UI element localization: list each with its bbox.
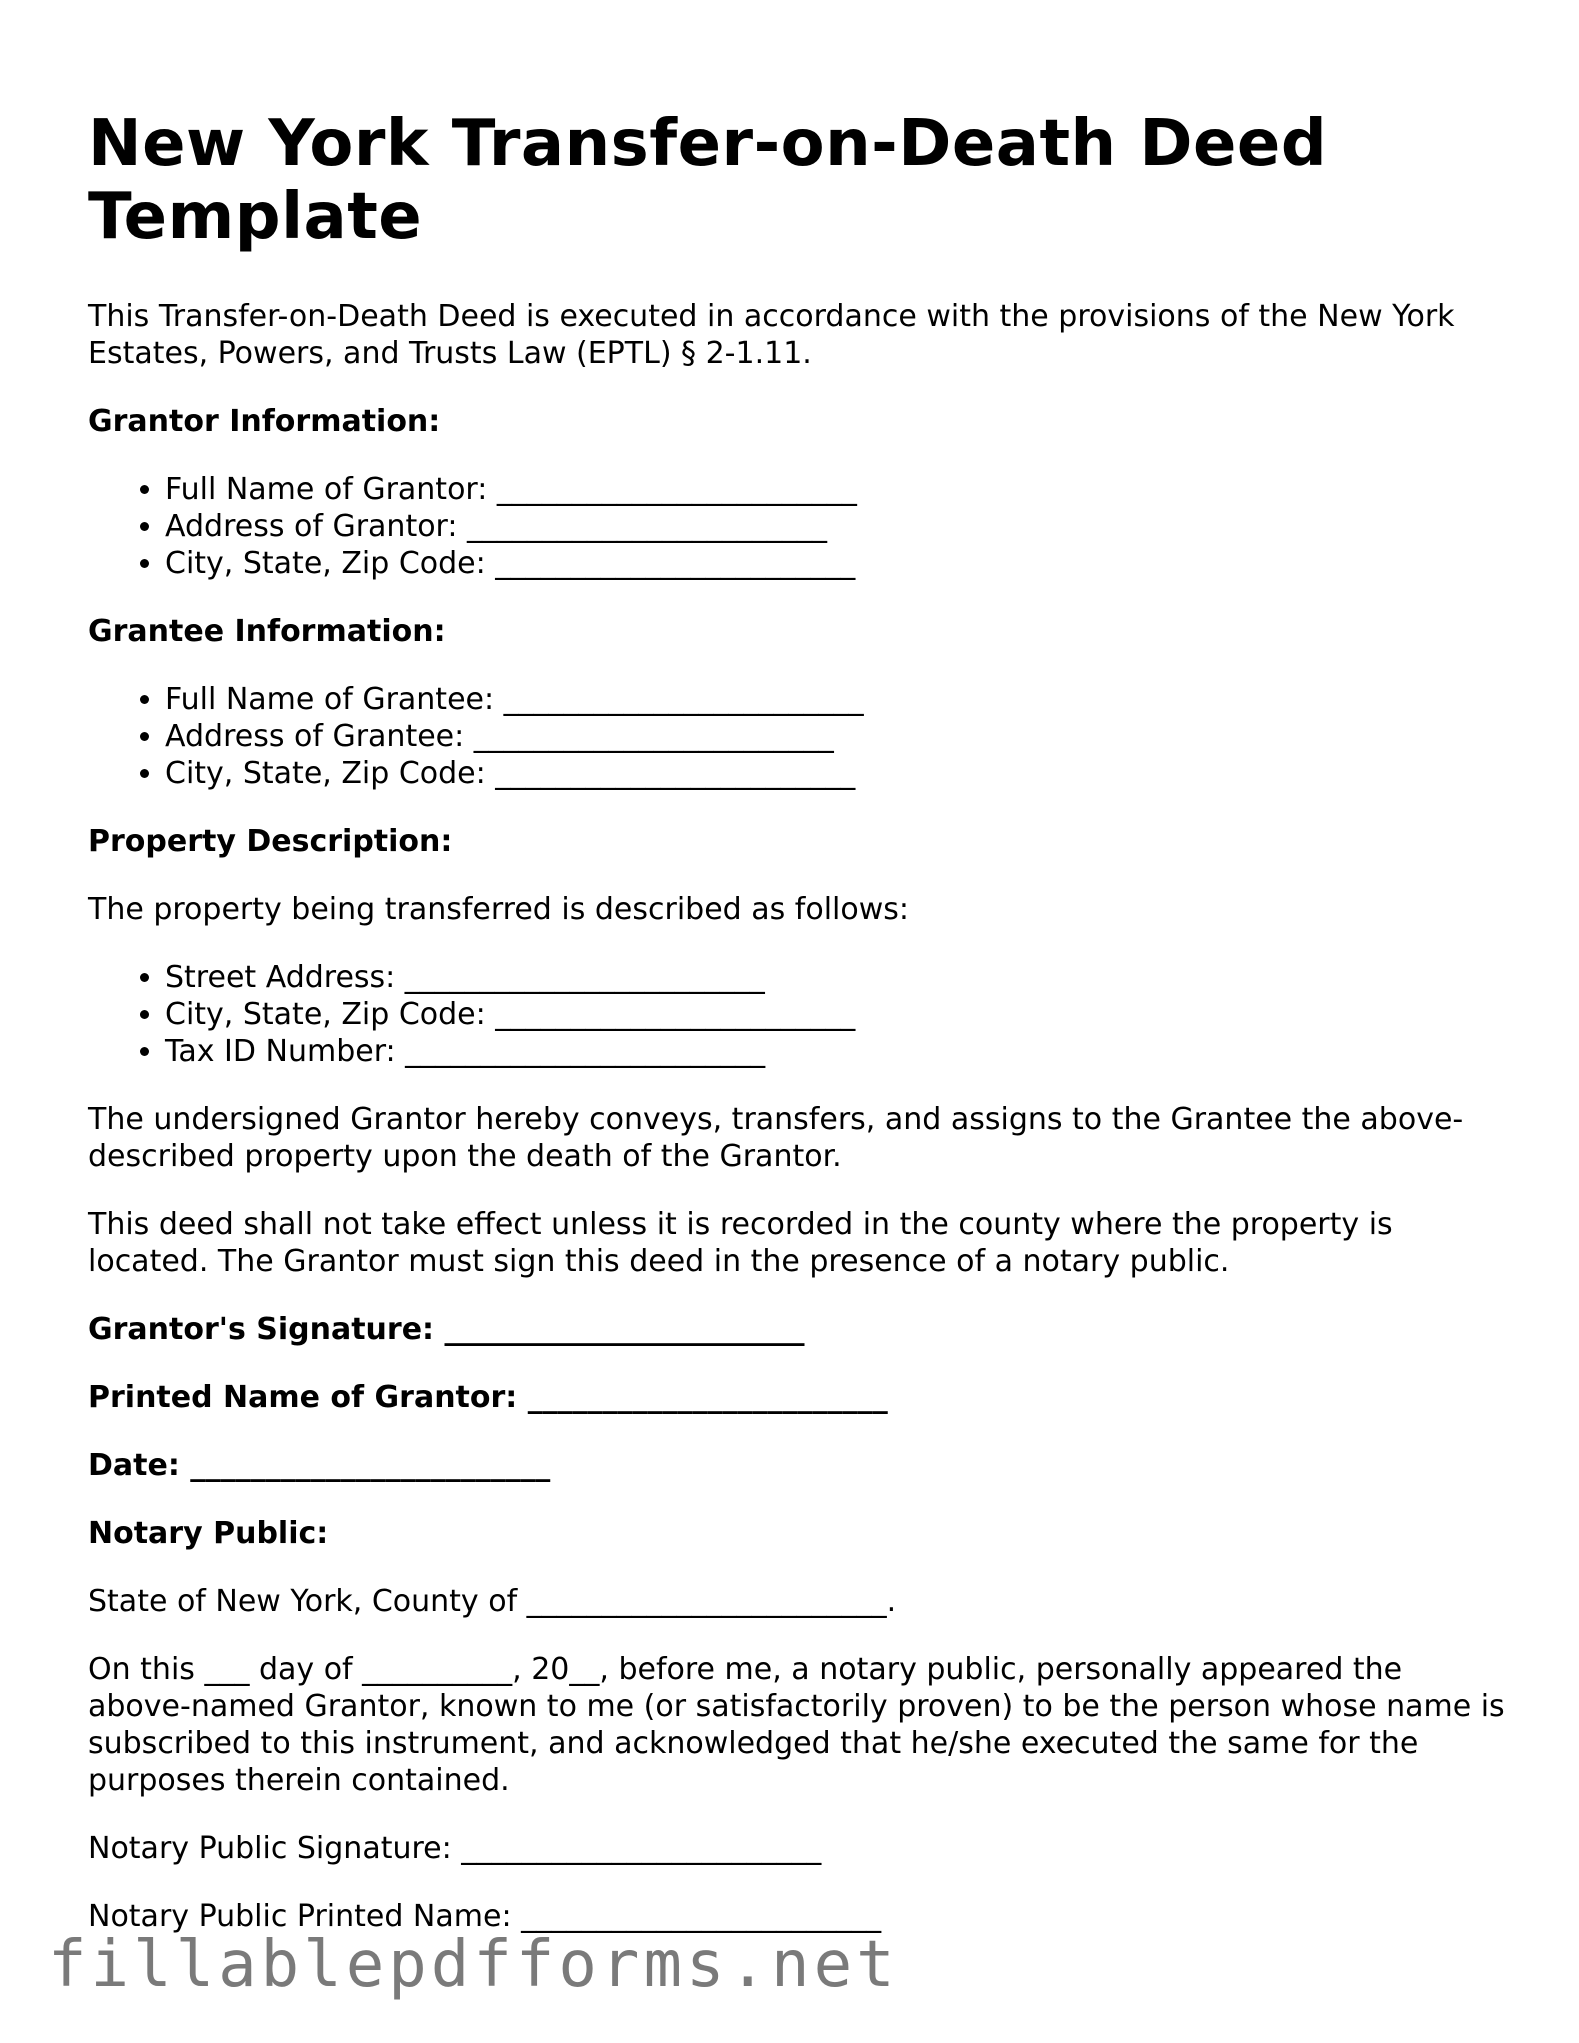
grantee-city-state-zip-field[interactable]: • City, State, Zip Code: ________________________ xyxy=(165,755,1508,792)
grantor-city-state-zip-field[interactable]: • City, State, Zip Code: ________________________ xyxy=(165,545,1508,582)
property-intro: The property being transferred is described as follows: xyxy=(88,892,910,927)
recording-paragraph: This deed shall not take effect unless it is recorded in the county where the property is located. The Grantor must sign this deed in the presence of a notary public. xyxy=(88,1207,1393,1279)
property-city-state-zip-field[interactable]: • City, State, Zip Code: ________________________ xyxy=(165,996,1508,1033)
watermark: fillablepdfforms.net xyxy=(48,1928,899,2002)
document-page xyxy=(88,108,1508,1966)
grantor-list xyxy=(88,471,1508,582)
signature-date-field[interactable]: Date: ________________________ xyxy=(88,1448,551,1483)
property-street-address-field[interactable]: • Street Address: ________________________ xyxy=(165,959,1508,996)
notary-acknowledgment[interactable]: On this ___ day of __________, 20__, before me, a notary public, personally appeared the above-named Grantor, known to me (or satisfactorily proven) to be the person whose name is subscribed to this instrument, and acknowledged that he/she executed the same for the purposes therein contained. xyxy=(88,1652,1505,1798)
grantor-address-field[interactable]: • Address of Grantor: ________________________ xyxy=(165,508,1508,545)
property-heading: Property Description: xyxy=(88,824,453,859)
notary-printed-name-field[interactable]: Notary Public Printed Name: ________________________ xyxy=(88,1899,882,1934)
page-title: New York Transfer-on-Death Deed Template xyxy=(88,107,1328,254)
notary-heading: Notary Public: xyxy=(88,1516,329,1551)
property-list xyxy=(88,959,1508,1070)
notary-signature-field[interactable]: Notary Public Signature: ________________________ xyxy=(88,1831,822,1866)
grantor-heading: Grantor Information: xyxy=(88,404,441,439)
grantor-full-name-field[interactable]: • Full Name of Grantor: ________________________ xyxy=(165,471,1508,508)
grantee-full-name-field[interactable]: • Full Name of Grantee: ________________________ xyxy=(165,681,1508,718)
property-tax-id-field[interactable]: • Tax ID Number: ________________________ xyxy=(165,1033,1508,1070)
grantee-list xyxy=(88,681,1508,792)
notary-county-field[interactable]: State of New York, County of ________________________. xyxy=(88,1584,897,1619)
conveyance-paragraph: The undersigned Grantor hereby conveys, transfers, and assigns to the Grantee the above-described property upon the death of the Grantor. xyxy=(88,1102,1464,1174)
grantee-heading: Grantee Information: xyxy=(88,614,446,649)
grantor-printed-name-field[interactable]: Printed Name of Grantor: ________________________ xyxy=(88,1380,888,1415)
grantee-address-field[interactable]: • Address of Grantee: ________________________ xyxy=(165,718,1508,755)
intro-paragraph: This Transfer-on-Death Deed is executed in accordance with the provisions of the New York Estates, Powers, and Trusts Law (EPTL) § 2-1.11. xyxy=(88,299,1455,371)
grantor-signature-field[interactable]: Grantor's Signature: ________________________ xyxy=(88,1312,805,1347)
